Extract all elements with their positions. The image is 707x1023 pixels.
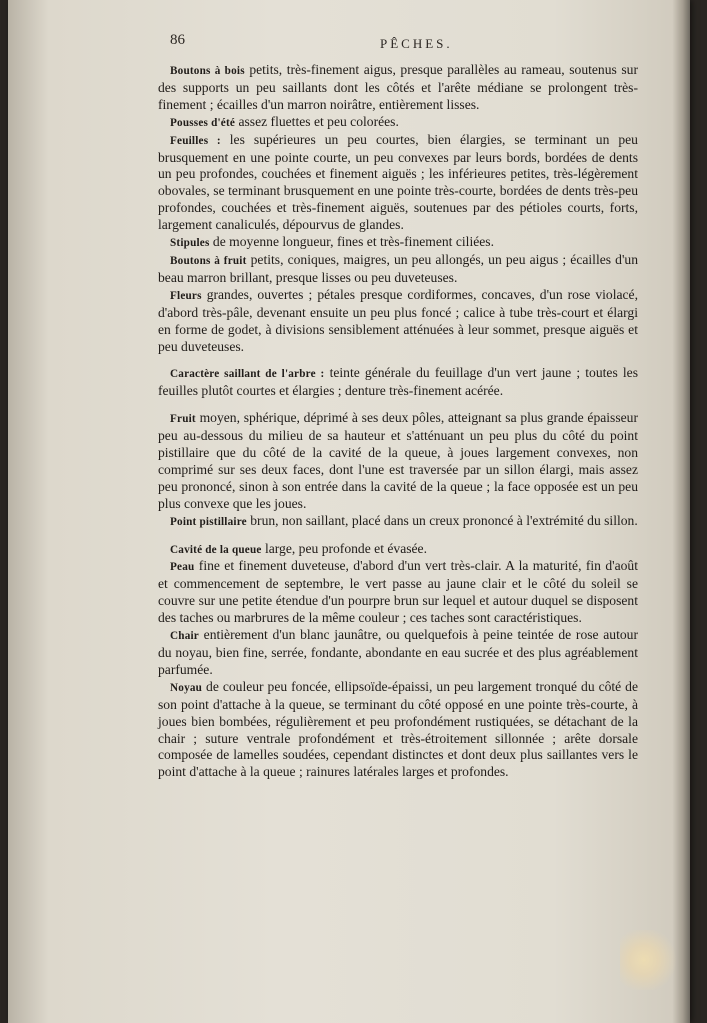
body-text [158, 62, 638, 781]
paragraph-feuilles [158, 132, 638, 234]
paragraph-lead: Noyau [170, 681, 203, 694]
library-stamp [620, 930, 680, 990]
paragraph-text: brun, non saillant, placé dans un creux prononcé à l'extrémité du sillon. [246, 512, 638, 528]
paragraph-fleurs [158, 287, 638, 356]
paragraph-boutons-a-fruit [158, 252, 638, 287]
book-page [8, 0, 690, 1023]
paragraph-lead: Point pistillaire [170, 515, 247, 528]
paragraph-text: entièrement d'un blanc jaunâtre, ou quelquefois à peine teintée de rose autour du noyau, bien fine, serrée, fondante, abondante en eau sucrée et des plus agréablement parfumée. [158, 627, 638, 677]
page-header [158, 32, 638, 54]
paragraph-lead: Caractère saillant de l'arbre : [170, 368, 325, 381]
paragraph-cavite [158, 541, 638, 559]
paragraph-boutons-a-bois [158, 62, 638, 114]
paragraph-caractere [158, 365, 638, 400]
paragraph-peau [158, 558, 638, 627]
paragraph-text: large, peu profonde et évasée. [261, 540, 427, 556]
paragraph-lead: Pousses d'été [170, 116, 236, 129]
paragraph-lead: Feuilles : [170, 134, 221, 147]
paragraph-lead: Chair [170, 630, 199, 643]
paragraph-lead: Boutons à fruit [170, 254, 247, 267]
paragraph-text: moyen, sphérique, déprimé à ses deux pôles, atteignant sa plus grande épaisseur peu au-dessous du milieu de sa hauteur et s'atténuant un peu plus du côté du point pistillaire que du côté de la cavité de la queue, à joues largement convexes, non comprimé sur ses deux faces, dont l'une est traversée par un sillon élargi, mais assez peu prononcé, sinon à son entrée dans la cavité de la queue ; la face opposée est un peu plus convexe que les joues. [158, 410, 638, 511]
paragraph-pousses [158, 114, 638, 132]
paragraph-point-pistillaire [158, 513, 638, 531]
paragraph-text: de couleur peu foncée, ellipsoïde-épaissi, un peu largement tronqué du côté de son point d'attache à la queue, se terminant du côté opposé en une pointe très-courte, à joues bien bombées, régulièrement et peu profondément rustiquées, se détachant de la chair ; suture ventrale profondément et très-étroitement sillonnée ; arête dorsale composée de lamelles soudées, cependant distinctes et dont deux plus saillantes vers le point d'attache à la queue ; rainures latérales larges et profondes. [158, 678, 638, 780]
page-number: 86 [170, 32, 185, 48]
running-title: PÊCHES. [380, 36, 453, 51]
paragraph-text: assez fluettes et peu colorées. [235, 113, 399, 129]
paragraph-lead: Boutons à bois [170, 65, 245, 77]
paragraph-text: teinte générale du feuillage d'un vert jaune ; toutes les feuilles plutôt courtes et élargies ; denture très-finement acérée. [158, 365, 638, 399]
paragraph-text: petits, coniques, maigres, un peu allongés, un peu aigus ; écailles d'un beau marron brillant, presque lisses ou peu duveteuses. [158, 251, 638, 285]
paragraph-text: petits, très-finement aigus, presque parallèles au rameau, soutenus sur des supports un peu saillants dont les côtés et l'arête médiane se prolongent très-finement ; écailles d'un marron noirâtre, entièrement lisses. [158, 62, 638, 112]
paragraph-text: grandes, ouvertes ; pétales presque cordiformes, concaves, d'un rose violacé, d'abord très-pâle, devenant ensuite un peu plus foncé ; calice à tube très-court et élargi en forme de godet, à divisions sensiblement atténuées à leur sommet, presque aiguës et peu duveteuses. [158, 286, 638, 354]
paragraph-lead: Cavité de la queue [170, 543, 262, 556]
paragraph-fruit [158, 410, 638, 512]
paragraph-text: fine et finement duveteuse, d'abord d'un vert très-clair. A la maturité, fin d'août et commencement de septembre, le vert passe au jaune clair et le côté du soleil se couvre sur une petite étendue d'un pourpre brun sur lequel et autour duquel se disposent des taches ou marbrures de la même couleur ; ces taches sont caractéristiques. [158, 558, 638, 626]
paragraph-noyau [158, 679, 638, 781]
paragraph-stipules [158, 234, 638, 252]
paragraph-chair [158, 627, 638, 679]
page-edge [672, 0, 690, 1023]
paragraph-lead: Fleurs [170, 289, 202, 302]
paragraph-text: de moyenne longueur, fines et très-finement ciliées. [209, 234, 494, 250]
paragraph-lead: Peau [170, 561, 195, 574]
paragraph-lead: Fruit [170, 413, 196, 426]
paragraph-lead: Stipules [170, 237, 210, 250]
paragraph-text: les supérieures un peu courtes, bien élargies, se terminant un peu brusquement en une pointe courte, un peu convexes par leurs bords, bordées de dents un peu profondes, couchées et finement aiguës ; les inférieures petites, très-légèrement obovales, se terminant brusquement en une pointe très-courte, bordées de dents très-peu profondes, couchées et très-finement aiguës, soutenues par des pétioles courts, forts, largement canaliculés, dépourvus de glandes. [158, 131, 638, 233]
